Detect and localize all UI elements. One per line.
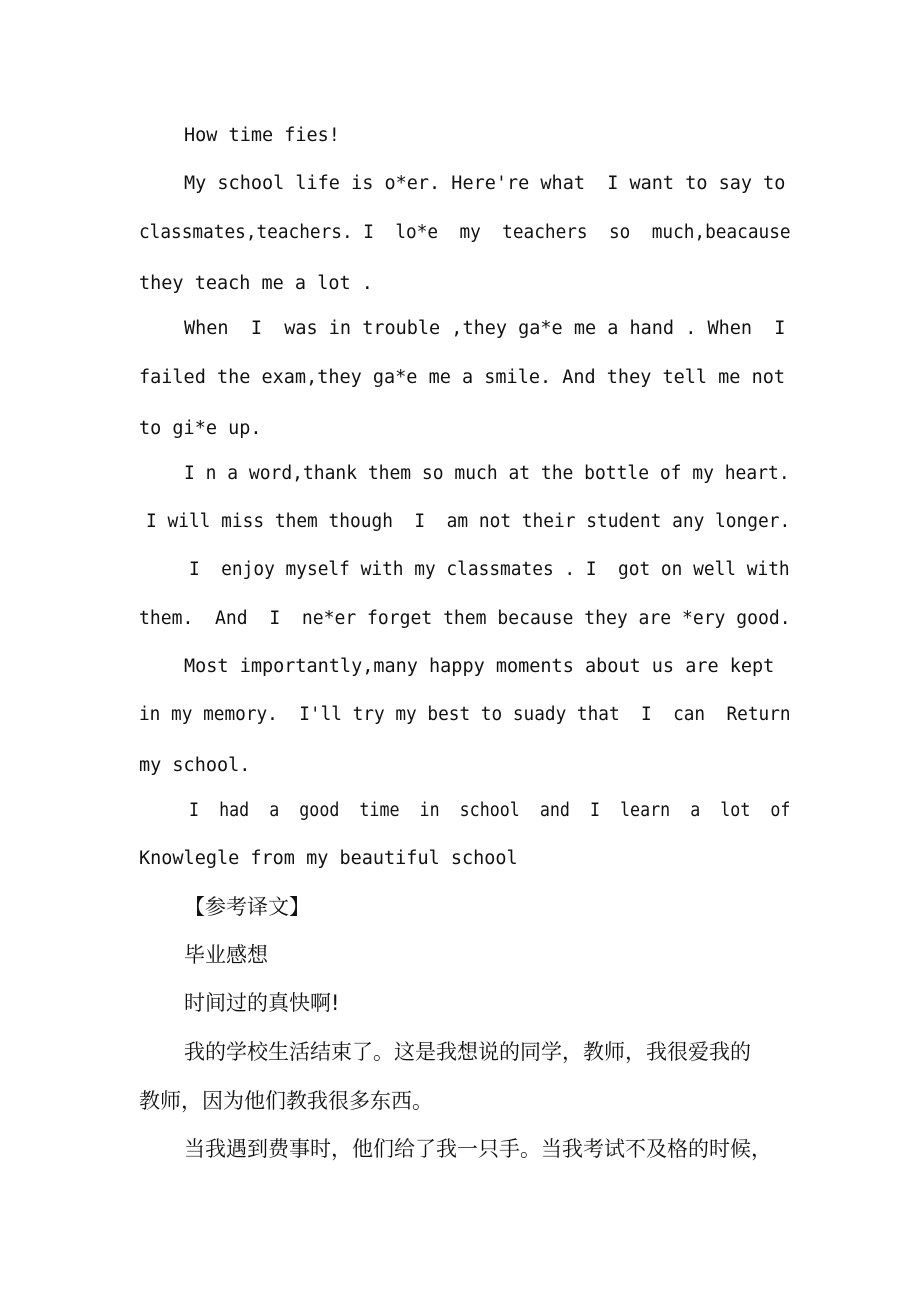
english-line: I n a word,thank them so much at the bottle of my heart.: [184, 463, 790, 484]
english-line: classmates,teachers. I lo*e my teachers so much,beacause: [139, 222, 791, 243]
translation-heading: 【参考译文】: [184, 895, 310, 919]
english-line: I enjoy myself with my classmates . I got on well with: [189, 559, 790, 580]
english-line: I will miss them though I am not their student any longer.: [146, 511, 791, 532]
english-line: they teach me a lot .: [139, 273, 373, 294]
chinese-line: 毕业感想: [184, 943, 268, 967]
english-line: Knowlegle from my beautiful school: [139, 848, 518, 869]
english-line: to gi*e up.: [139, 418, 262, 439]
chinese-line: 当我遇到费事时，他们给了我一只手。当我考试不及格的时候，: [184, 1137, 772, 1161]
chinese-line: 教师，因为他们教我很多东西。: [139, 1089, 433, 1113]
english-line: How time fies!: [184, 125, 340, 146]
english-line: Most importantly,many happy moments about us are kept: [184, 656, 775, 677]
chinese-line: 我的学校生活结束了。这是我想说的同学，教师，我很爱我的: [184, 1040, 751, 1064]
english-line: My school life is o*er. Here're what I want to say to: [184, 173, 786, 194]
english-line: When I was in trouble ,they ga*e me a hand . When I: [184, 318, 786, 339]
english-line: in my memory. I'll try my best to suady that I can Return: [139, 704, 791, 725]
english-line: failed the exam,they ga*e me a smile. And they tell me not: [139, 367, 786, 388]
english-line: them. And I ne*er forget them because they are *ery good.: [139, 608, 791, 629]
chinese-line: 时间过的真快啊!: [184, 991, 340, 1015]
english-line: I had a good time in school and I learn a lot of: [189, 800, 791, 821]
english-line: my school.: [139, 755, 251, 776]
